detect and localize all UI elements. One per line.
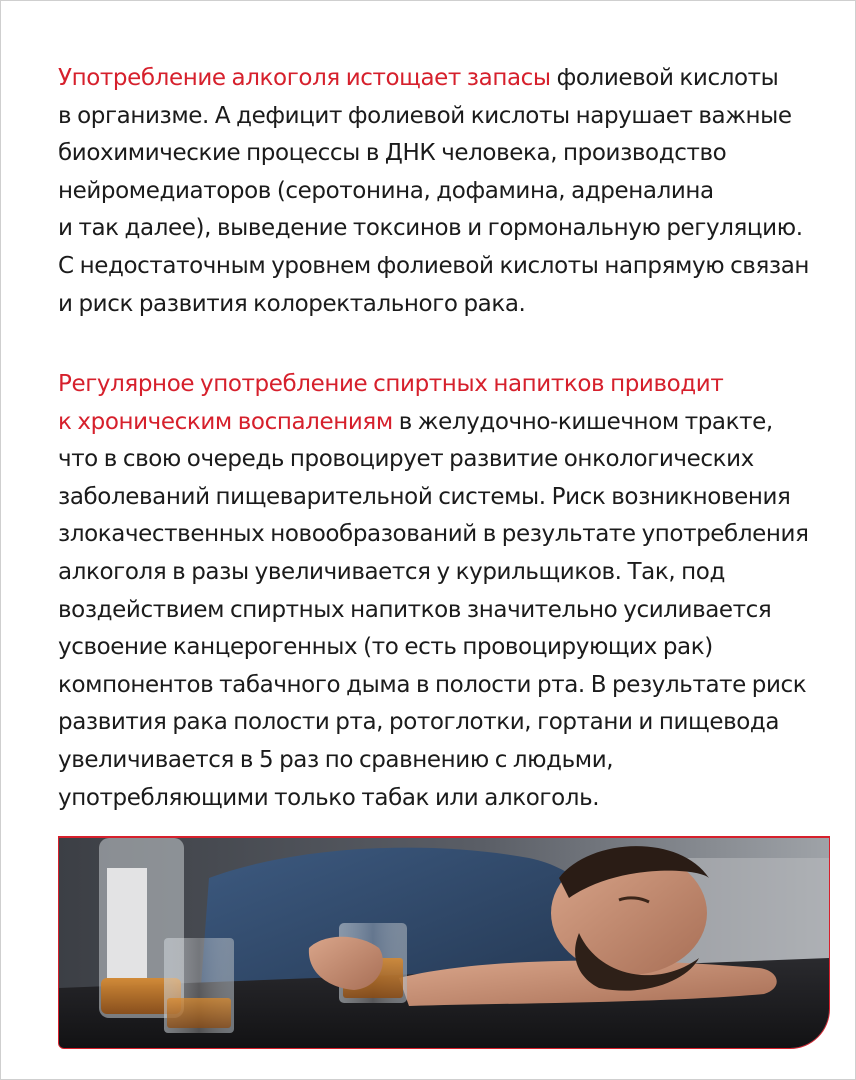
paragraph-folic-acid (58, 60, 848, 323)
photo-illustration (59, 838, 829, 1048)
body-text: нейромедиаторов (серотонина, дофамина, адреналина (58, 177, 714, 204)
text-line (58, 554, 848, 592)
glass-left-liquid (167, 998, 231, 1028)
body-text: С недостаточным уровнем фолиевой кислоты напрямую связан (58, 252, 810, 279)
body-text: воздействием спиртных напитков значительно усиливается (58, 596, 772, 623)
text-line (58, 60, 848, 98)
text-line (58, 135, 848, 173)
highlighted-text: к хроническим воспалениям (58, 408, 393, 435)
text-line (58, 366, 848, 404)
highlighted-text: Употребление алкоголя истощает запасы (58, 65, 551, 91)
body-text: в желудочно-кишечном тракте, (392, 408, 773, 435)
body-text: в организме. А дефицит фолиевой кислоты нарушает важные (58, 102, 792, 129)
text-line (58, 404, 848, 442)
bottle-label (107, 868, 147, 978)
text-line (58, 780, 848, 818)
text-line (58, 173, 848, 211)
text-line (58, 479, 848, 517)
body-text: биохимические процессы в ДНК человека, производство (58, 140, 727, 167)
text-line (58, 516, 848, 554)
body-text: фолиевой кислоты (550, 65, 779, 91)
body-text: злокачественных новообразований в результате употребления (58, 521, 809, 548)
body-text: усвоение канцерогенных (то есть провоцирующих рак) (58, 634, 713, 661)
photo-drunk-man-at-table (58, 836, 830, 1049)
body-text: заболеваний пищеварительной системы. Риск возникновения (58, 483, 791, 510)
body-text: увеличивается в 5 раз по сравнению с людьми, (58, 746, 614, 773)
text-line (58, 704, 848, 742)
text-line (58, 248, 848, 286)
text-line (58, 742, 848, 780)
paragraph-chronic-inflammation (58, 366, 848, 817)
text-line (58, 629, 848, 667)
text-line (58, 286, 848, 324)
body-text: что в свою очередь провоцирует развитие онкологических (58, 446, 754, 473)
text-line (58, 441, 848, 479)
body-text: и риск развития колоректального рака. (58, 290, 526, 317)
body-text: развития рака полости рта, ротоглотки, гортани и пищевода (58, 709, 780, 736)
body-text: компонентов табачного дыма в полости рта. В результате риск (58, 671, 807, 698)
body-text: и так далее), выведение токсинов и гормональную регуляцию. (58, 215, 803, 242)
text-line (58, 667, 848, 705)
highlighted-text: Регулярное употребление спиртных напитков приводит (58, 371, 724, 397)
text-line (58, 210, 848, 248)
body-text: употребляющими только табак или алкоголь. (58, 784, 600, 811)
text-line (58, 592, 848, 630)
text-line (58, 98, 848, 136)
body-text: алкоголя в разы увеличивается у курильщиков. Так, под (58, 558, 725, 585)
